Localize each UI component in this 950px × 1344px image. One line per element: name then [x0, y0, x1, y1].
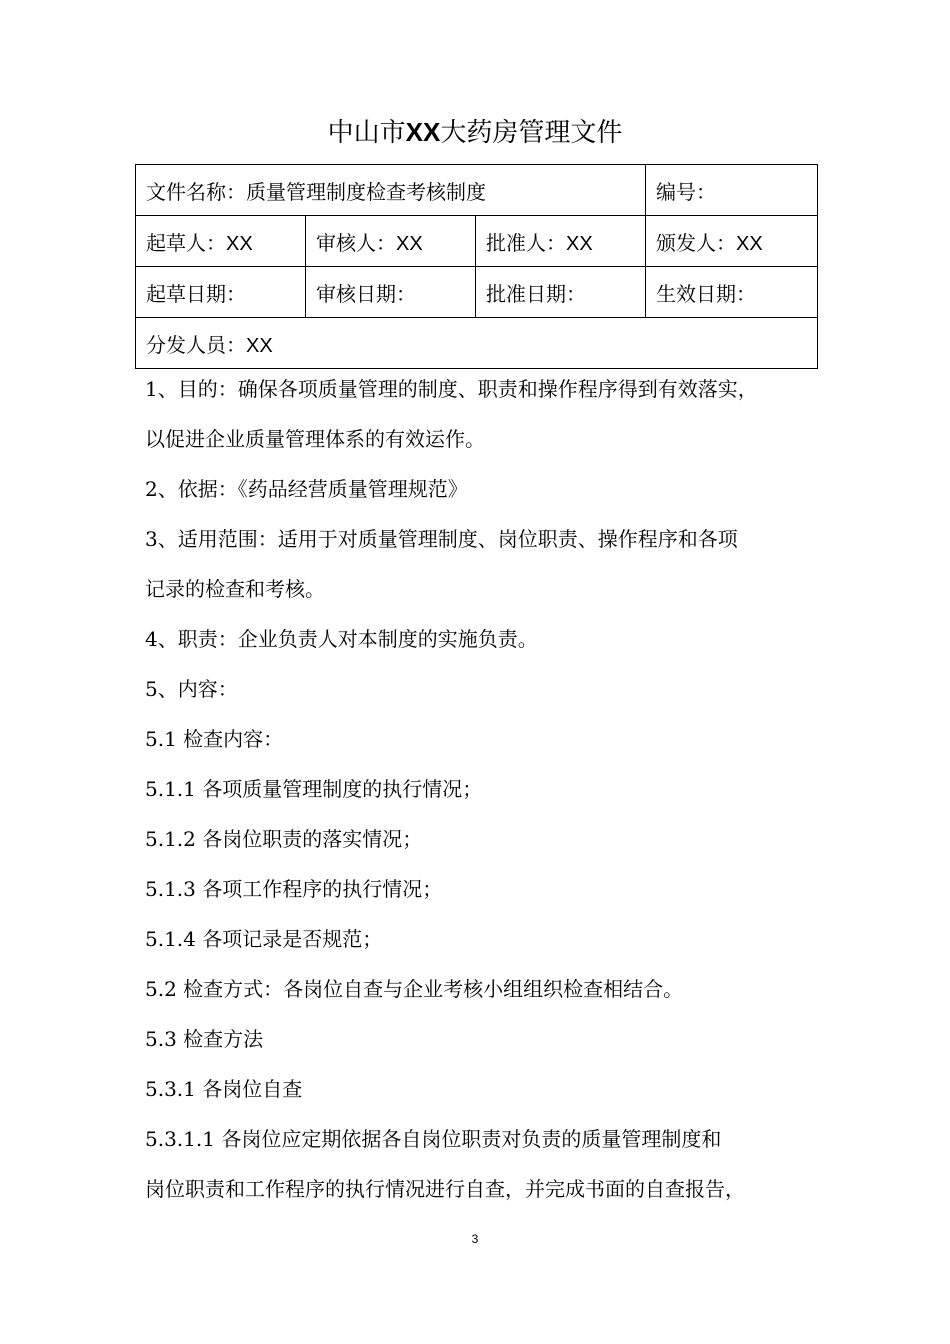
body-paragraph: 5、内容： — [145, 677, 238, 701]
body-paragraph: 3、适用范围：适用于对质量管理制度、岗位职责、操作程序和各项 — [145, 527, 738, 551]
approver-cell — [476, 216, 646, 267]
body-paragraph: 5.3 检查方法 — [145, 1027, 264, 1051]
body-paragraph: 记录的检查和考核。 — [145, 577, 325, 601]
reviewer-cell — [306, 216, 476, 267]
review-date-cell: 审核日期： — [306, 267, 476, 318]
table-row — [136, 318, 818, 369]
table-row — [136, 267, 818, 318]
body-paragraph: 岗位职责和工作程序的执行情况进行自查，并完成书面的自查报告， — [145, 1177, 745, 1201]
body-paragraph: 以促进企业质量管理体系的有效运作。 — [145, 427, 485, 451]
approver-label: 批准人： — [486, 230, 566, 255]
document-info-table — [135, 164, 818, 369]
title-xx: XX — [405, 117, 441, 147]
reviewer-value: XX — [396, 232, 423, 255]
issuer-value: XX — [736, 232, 763, 255]
approve-date-cell: 批准日期： — [476, 267, 646, 318]
draft-date-cell: 起草日期： — [136, 267, 306, 318]
body-paragraph: 2、依据：《药品经营质量管理规范》 — [145, 477, 468, 501]
issuer-label: 颁发人： — [656, 230, 736, 255]
body-paragraph: 5.3.1.1 各岗位应定期依据各自岗位职责对负责的质量管理制度和 — [145, 1127, 722, 1151]
body-paragraph: 5.1.3 各项工作程序的执行情况； — [145, 877, 443, 901]
document-body — [145, 364, 820, 1214]
number-cell: 编号： — [646, 165, 818, 216]
reviewer-label: 审核人： — [316, 230, 396, 255]
drafter-label: 起草人： — [146, 230, 226, 255]
table-row — [136, 216, 818, 267]
page-number: 3 — [471, 1232, 479, 1246]
body-paragraph: 5.1 检查内容： — [145, 727, 284, 751]
drafter-cell — [136, 216, 306, 267]
file-name-cell: 文件名称：质量管理制度检查考核制度 — [136, 165, 646, 216]
body-paragraph: 5.3.1 各岗位自查 — [145, 1077, 303, 1101]
body-paragraph: 5.1.2 各岗位职责的落实情况； — [145, 827, 423, 851]
body-paragraph: 5.1.4 各项记录是否规范； — [145, 927, 383, 951]
effective-date-cell: 生效日期： — [646, 267, 818, 318]
distribution-cell — [136, 318, 818, 369]
issuer-cell — [646, 216, 818, 267]
document-title — [0, 112, 950, 153]
distribution-value: XX — [246, 334, 273, 357]
body-paragraph: 5.2 检查方式：各岗位自查与企业考核小组组织检查相结合。 — [145, 977, 684, 1001]
distribution-label: 分发人员： — [146, 332, 246, 357]
body-paragraph: 4、职责：企业负责人对本制度的实施负责。 — [145, 627, 538, 651]
body-paragraph: 1、目的：确保各项质量管理的制度、职责和操作程序得到有效落实， — [145, 377, 758, 401]
table-row — [136, 165, 818, 216]
title-suffix: 大药房管理文件 — [440, 118, 623, 148]
approver-value: XX — [566, 232, 593, 255]
body-paragraph: 5.1.1 各项质量管理制度的执行情况； — [145, 777, 483, 801]
title-prefix: 中山市 — [327, 118, 406, 148]
drafter-value: XX — [226, 232, 253, 255]
